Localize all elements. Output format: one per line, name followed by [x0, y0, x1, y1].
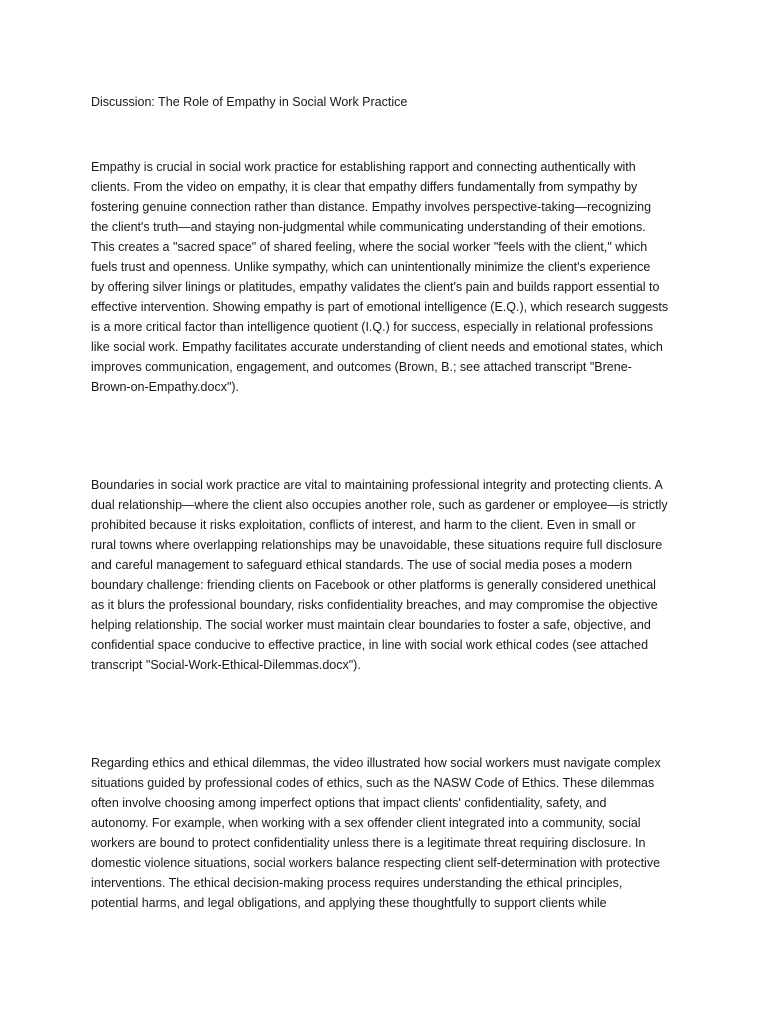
paragraph-line: and careful management to safeguard ethical standards. The use of social media poses a modern — [91, 558, 633, 572]
paragraph-line: Empathy is crucial in social work practice for establishing rapport and connecting authentically with — [91, 160, 636, 174]
paragraph-line: like social work. Empathy facilitates accurate understanding of client needs and emotional states, which — [91, 340, 663, 354]
paragraph-ethics — [91, 753, 691, 913]
paragraph-line: Regarding ethics and ethical dilemmas, the video illustrated how social workers must navigate complex — [91, 756, 661, 770]
paragraph-line: clients. From the video on empathy, it is clear that empathy differs fundamentally from sympathy by — [91, 180, 638, 194]
paragraph-empathy — [91, 157, 691, 397]
paragraph-line: by offering silver linings or platitudes, empathy validates the client's pain and builds rapport essential to — [91, 280, 660, 294]
paragraph-line: autonomy. For example, when working with a sex offender client integrated into a community, social — [91, 816, 641, 830]
paragraph-line: the client's truth—and staying non-judgmental while communicating understanding of their emotions. — [91, 220, 646, 234]
paragraph-line: dual relationship—where the client also occupies another role, such as gardener or employee—is strictly — [91, 498, 668, 512]
paragraph-line: Brown-on-Empathy.docx"). — [91, 380, 240, 394]
paragraph-line: This creates a "sacred space" of shared feeling, where the social worker "feels with the client," which — [91, 240, 648, 254]
paragraph-boundaries — [91, 475, 691, 675]
paragraph-line: improves communication, engagement, and outcomes (Brown, B.; see attached transcript "Brene- — [91, 360, 632, 374]
paragraph-line: rural towns where overlapping relationships may be unavoidable, these situations require full disclosure — [91, 538, 663, 552]
document-title: Discussion: The Role of Empathy in Social Work Practice — [91, 95, 408, 109]
paragraph-line: workers are bound to protect confidentiality unless there is a legitimate threat requiring disclosure. In — [91, 836, 646, 850]
paragraph-line: confidential space conducive to effective practice, in line with social work ethical codes (see attached — [91, 638, 649, 652]
paragraph-line: fuels trust and openness. Unlike sympathy, which can unintentionally minimize the client's experience — [91, 260, 651, 274]
paragraph-line: is a more critical factor than intelligence quotient (I.Q.) for success, especially in relational professions — [91, 320, 654, 334]
paragraph-line: interventions. The ethical decision-making process requires understanding the ethical principles, — [91, 876, 623, 890]
paragraph-line: helping relationship. The social worker must maintain clear boundaries to foster a safe, objective, and — [91, 618, 651, 632]
paragraph-line: situations guided by professional codes of ethics, such as the NASW Code of Ethics. These dilemmas — [91, 776, 655, 790]
paragraph-line: Boundaries in social work practice are vital to maintaining professional integrity and protecting clients. A — [91, 478, 663, 492]
paragraph-line: boundary challenge: friending clients on Facebook or other platforms is generally considered unethical — [91, 578, 656, 592]
paragraph-line: transcript "Social-Work-Ethical-Dilemmas.docx"). — [91, 658, 361, 672]
paragraph-line: fostering genuine connection rather than distance. Empathy involves perspective-taking—recognizing — [91, 200, 652, 214]
paragraph-line: often involve choosing among imperfect options that impact clients' confidentiality, safety, and — [91, 796, 607, 810]
paragraph-line: domestic violence situations, social workers balance respecting client self-determination with protective — [91, 856, 661, 870]
paragraph-line: effective intervention. Showing empathy is part of emotional intelligence (E.Q.), which research suggests — [91, 300, 669, 314]
paragraph-line: as it blurs the professional boundary, risks confidentiality breaches, and may compromise the objective — [91, 598, 658, 612]
paragraph-line: prohibited because it risks exploitation, conflicts of interest, and harm to the client. Even in small or — [91, 518, 636, 532]
paragraph-line: potential harms, and legal obligations, and applying these thoughtfully to support clients while — [91, 896, 607, 910]
